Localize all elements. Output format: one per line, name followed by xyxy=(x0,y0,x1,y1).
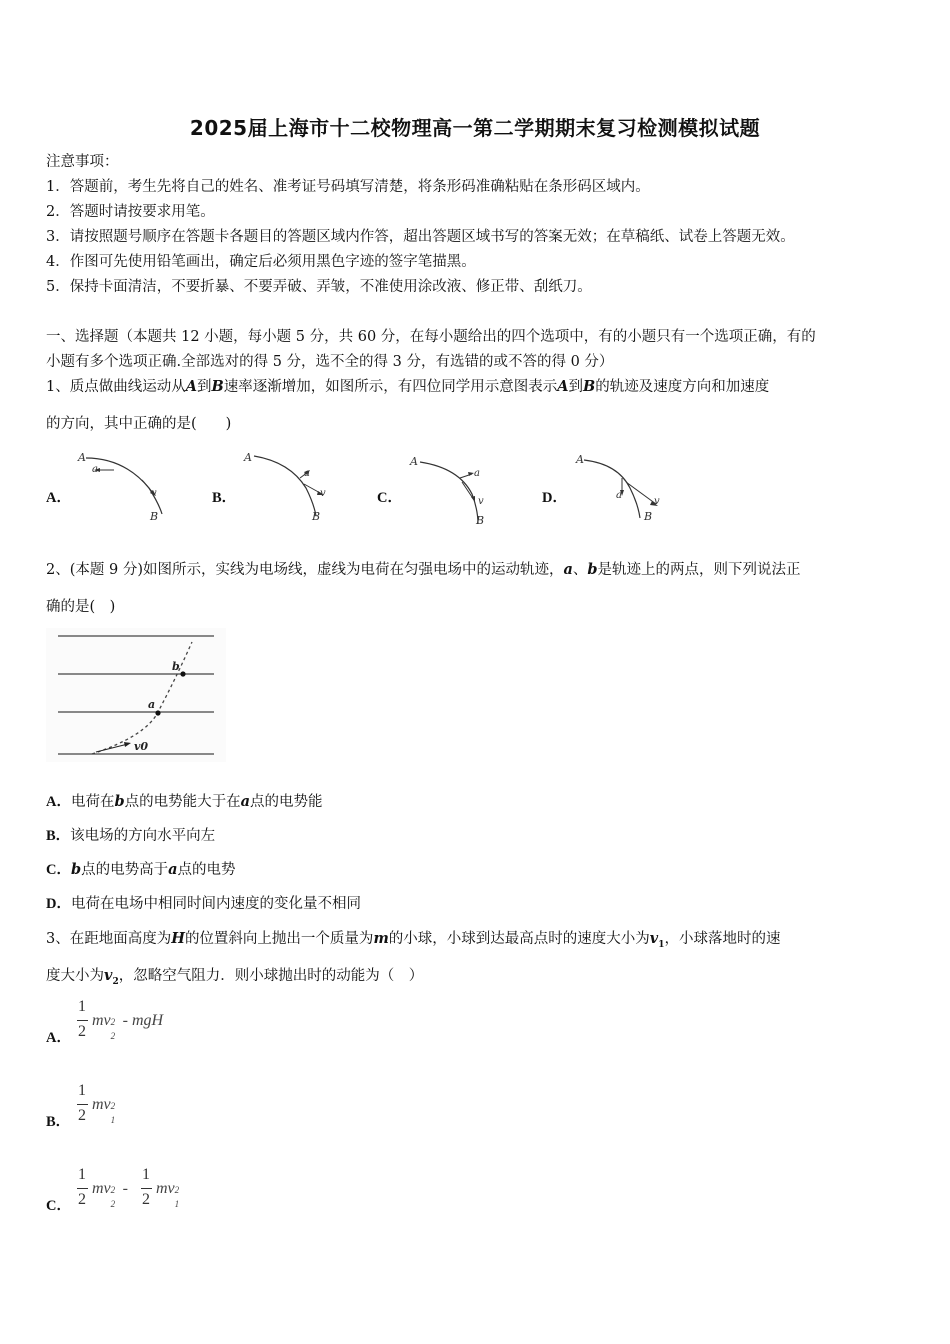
q3-option-b-expr: mv 2 1 xyxy=(92,1096,116,1125)
fraction-half: 1 2 xyxy=(78,998,86,1040)
svg-text:a: a xyxy=(92,464,98,475)
svg-text:a: a xyxy=(304,468,310,479)
q2-option-d[interactable]: D．电荷在电场中相同时间内速度的变化量不相同 xyxy=(46,896,361,912)
q3-option-c-label[interactable]: C． xyxy=(46,1198,71,1214)
section-line-1: 一、选择题（本题共 12 小题，每小题 5 分，共 60 分，在每小题给出的四个选项中，有的小题只有一个选项正确，有的 xyxy=(46,329,816,345)
svg-text:a: a xyxy=(616,490,622,501)
q1-option-d-label[interactable]: D． xyxy=(542,490,567,506)
q3-option-b-label[interactable]: B． xyxy=(46,1114,71,1130)
svg-text:v0: v0 xyxy=(134,740,149,753)
svg-text:b: b xyxy=(172,660,180,673)
notice-item: 5．保持卡面清洁，不要折暴、不要弄破、弄皱，不准使用涂改液、修正带、刮纸刀。 xyxy=(46,279,592,295)
notice-item: 4．作图可先使用铅笔画出，确定后必须用黑色字迹的签字笔描黑。 xyxy=(46,254,476,270)
q1-option-b-label[interactable]: B． xyxy=(212,490,237,506)
svg-text:v: v xyxy=(320,488,326,499)
q1-line-1: 1、质点做曲线运动从A到B速率逐渐增加，如图所示，有四位同学用示意图表示A到B的轨迹及速度方向和加速度 xyxy=(46,378,770,395)
section-line-2: 小题有多个选项正确.全部选对的得 5 分，选不全的得 3 分，有选错的或不答的得 0 分） xyxy=(46,354,614,370)
svg-text:B: B xyxy=(150,510,159,523)
svg-text:B: B xyxy=(312,510,321,523)
q3-option-a-expr: mv 2 2 - mgH xyxy=(92,1012,164,1041)
q3-line-2: 度大小为$v_2$，忽略空气阻力．则小球抛出时的动能为（ ） xyxy=(46,967,424,987)
notice-item: 3．请按照题号顺序在答题卡各题目的答题区域内作答，超出答题区域书写的答案无效；在草稿纸、试卷上答题无效。 xyxy=(46,229,795,245)
q3-option-a-label[interactable]: A． xyxy=(46,1030,71,1046)
q1-line-2: 的方向，其中正确的是( ) xyxy=(46,416,232,432)
notice-item: 1．答题前，考生先将自己的姓名、准考证号码填写清楚，将条形码准确粘贴在条形码区域内。 xyxy=(46,179,650,195)
point-b xyxy=(180,671,185,676)
q2-option-a[interactable]: A．电荷在b点的电势能大于在a点的电势能 xyxy=(46,793,323,810)
q3-line-1: 3、在距地面高度为H的位置斜向上抛出一个质量为m的小球，小球到达最高点时的速度大小为$v_1$，小球落地时的速 xyxy=(46,930,781,950)
svg-text:v: v xyxy=(478,496,484,507)
point-a xyxy=(155,710,160,715)
q1-figure-d xyxy=(570,448,670,526)
svg-text:A: A xyxy=(410,455,418,468)
q2-option-b[interactable]: B．该电场的方向水平向左 xyxy=(46,828,216,844)
q1-figure-b xyxy=(238,448,338,524)
page-title: 2025届上海市十二校物理高一第二学期期末复习检测模拟试题 xyxy=(189,116,761,140)
svg-text:B: B xyxy=(476,514,485,527)
svg-text:B: B xyxy=(644,510,653,523)
q1-figure-c xyxy=(404,448,504,528)
q1-option-a-label[interactable]: A． xyxy=(46,490,71,506)
q2-line-2: 确的是( ) xyxy=(46,599,116,615)
q2-line-1: 2、(本题 9 分)如图所示，实线为电场线，虚线为电荷在匀强电场中的运动轨迹，a、b是轨迹上的两点，则下列说法正 xyxy=(46,561,801,578)
fraction-half: 1 2 xyxy=(142,1166,150,1208)
svg-text:a: a xyxy=(148,698,156,711)
svg-text:A: A xyxy=(78,451,86,464)
q1-option-c-label[interactable]: C． xyxy=(377,490,402,506)
q3-option-c-expr-1: mv 2 2 - xyxy=(92,1180,128,1209)
q1-figure-a xyxy=(74,448,174,524)
fraction-half: 1 2 xyxy=(78,1082,86,1124)
q2-figure xyxy=(46,628,226,762)
svg-text:v: v xyxy=(654,496,660,507)
fraction-half: 1 2 xyxy=(78,1166,86,1208)
svg-text:A: A xyxy=(576,453,584,466)
notice-heading: 注意事项： xyxy=(46,154,119,170)
q2-option-c[interactable]: C．b点的电势高于a点的电势 xyxy=(46,861,236,878)
svg-text:A: A xyxy=(244,451,252,464)
svg-text:a: a xyxy=(474,468,480,479)
notice-item: 2．答题时请按要求用笔。 xyxy=(46,204,215,220)
svg-text:v: v xyxy=(151,488,157,499)
q3-option-c-expr-2: mv 2 1 xyxy=(156,1180,180,1209)
